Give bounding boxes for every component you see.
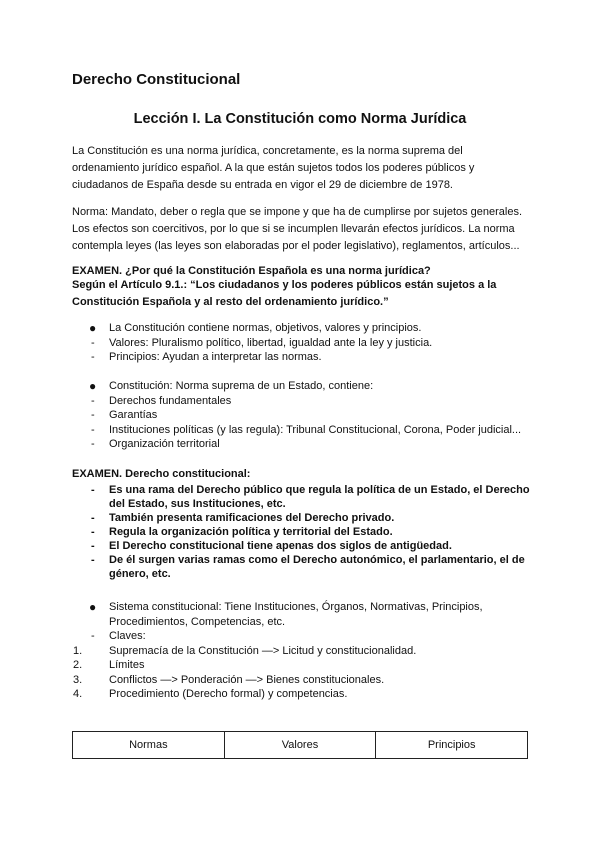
table-header-valores: Valores [224,732,376,759]
list-item: ● Constitución: Norma suprema de un Estado, contiene: [89,379,374,393]
list-derecho-constitucional [72,483,542,581]
table-row [73,732,528,759]
list-item: - Valores: Pluralismo político, libertad, igualdad ante la ley y justicia. [91,336,433,349]
exam-answer: Según el Artículo 9.1.: “Los ciudadanos y los poderes públicos están sujetos a la Constitución Española y al resto del ordenamiento jurídico.” [72,279,497,308]
document-title: Derecho Constitucional [72,71,241,88]
list-item: ● La Constitución contiene normas, objetivos, valores y principios. [89,321,422,335]
list-item: 4. Procedimiento (Derecho formal) y competencias. [73,688,348,700]
list-item: 2. Límites [73,659,145,671]
list-item: - Es una rama del Derecho público que regula la política de un Estado, el Derecho del Estado, sus Instituciones, etc. [91,484,530,510]
list-item: - También presenta ramificaciones del Derecho privado. [91,512,395,524]
list-item: - Principios: Ayudan a interpretar las normas. [91,351,322,363]
list-item: 1. Supremacía de la Constitución —> Licitud y constitucionalidad. [73,644,417,657]
exam-question: EXAMEN. ¿Por qué la Constitución Española es una norma jurídica? [72,265,431,277]
table-header-normas: Normas [73,732,225,759]
list-item: - El Derecho constitucional tiene apenas dos siglos de antigüedad. [91,540,452,552]
concept-table [72,731,528,759]
list-constitucion-contenido [72,321,542,365]
list-item: ● Sistema constitucional: Tiene Instituciones, Órganos, Normativas, Principios, Procedimientos, Competencias, etc. [89,600,483,628]
paragraph-constitucion: La Constitución es una norma jurídica, concretamente, es la norma suprema del ordenamiento jurídico español. A la que están sujetos todos los poderes públicos y ciudadanos de España desde su entrada en vigor el 29 de diciembre de 1978. [72,145,475,191]
paragraph-norma: Norma: Mandato, deber o regla que se impone y que ha de cumplirse por sujetos generales. Los efectos son coercitivos, por lo que si se incumplen llevarán efectos jurídicos. La norma contempla leyes (las leyes son elaboradas por el poder legislativo), reglamentos, artículos... [72,206,523,252]
exam2-title: EXAMEN. Derecho constitucional: [72,468,251,480]
list-item: - Regula la organización política y territorial del Estado. [91,526,393,538]
list-item: - Derechos fundamentales [91,394,232,407]
lesson-title: Lección I. La Constitución como Norma Jurídica [133,111,467,127]
list-item: - Organización territorial [91,438,220,450]
table-header-principios: Principios [376,732,528,759]
list-sistema-constitucional [72,600,542,702]
list-constitucion-estado [72,379,542,452]
list-item: - De él surgen varias ramas como el Derecho autonómico, el parlamentario, el de género, etc. [91,554,525,580]
list-item: - Instituciones políticas (y las regula): Tribunal Constitucional, Corona, Poder judicial... [91,423,522,436]
list-item: - Garantías [91,409,158,421]
list-item: - Claves: [91,630,146,642]
list-item: 3. Conflictos —> Ponderación —> Bienes constitucionales. [73,673,385,686]
